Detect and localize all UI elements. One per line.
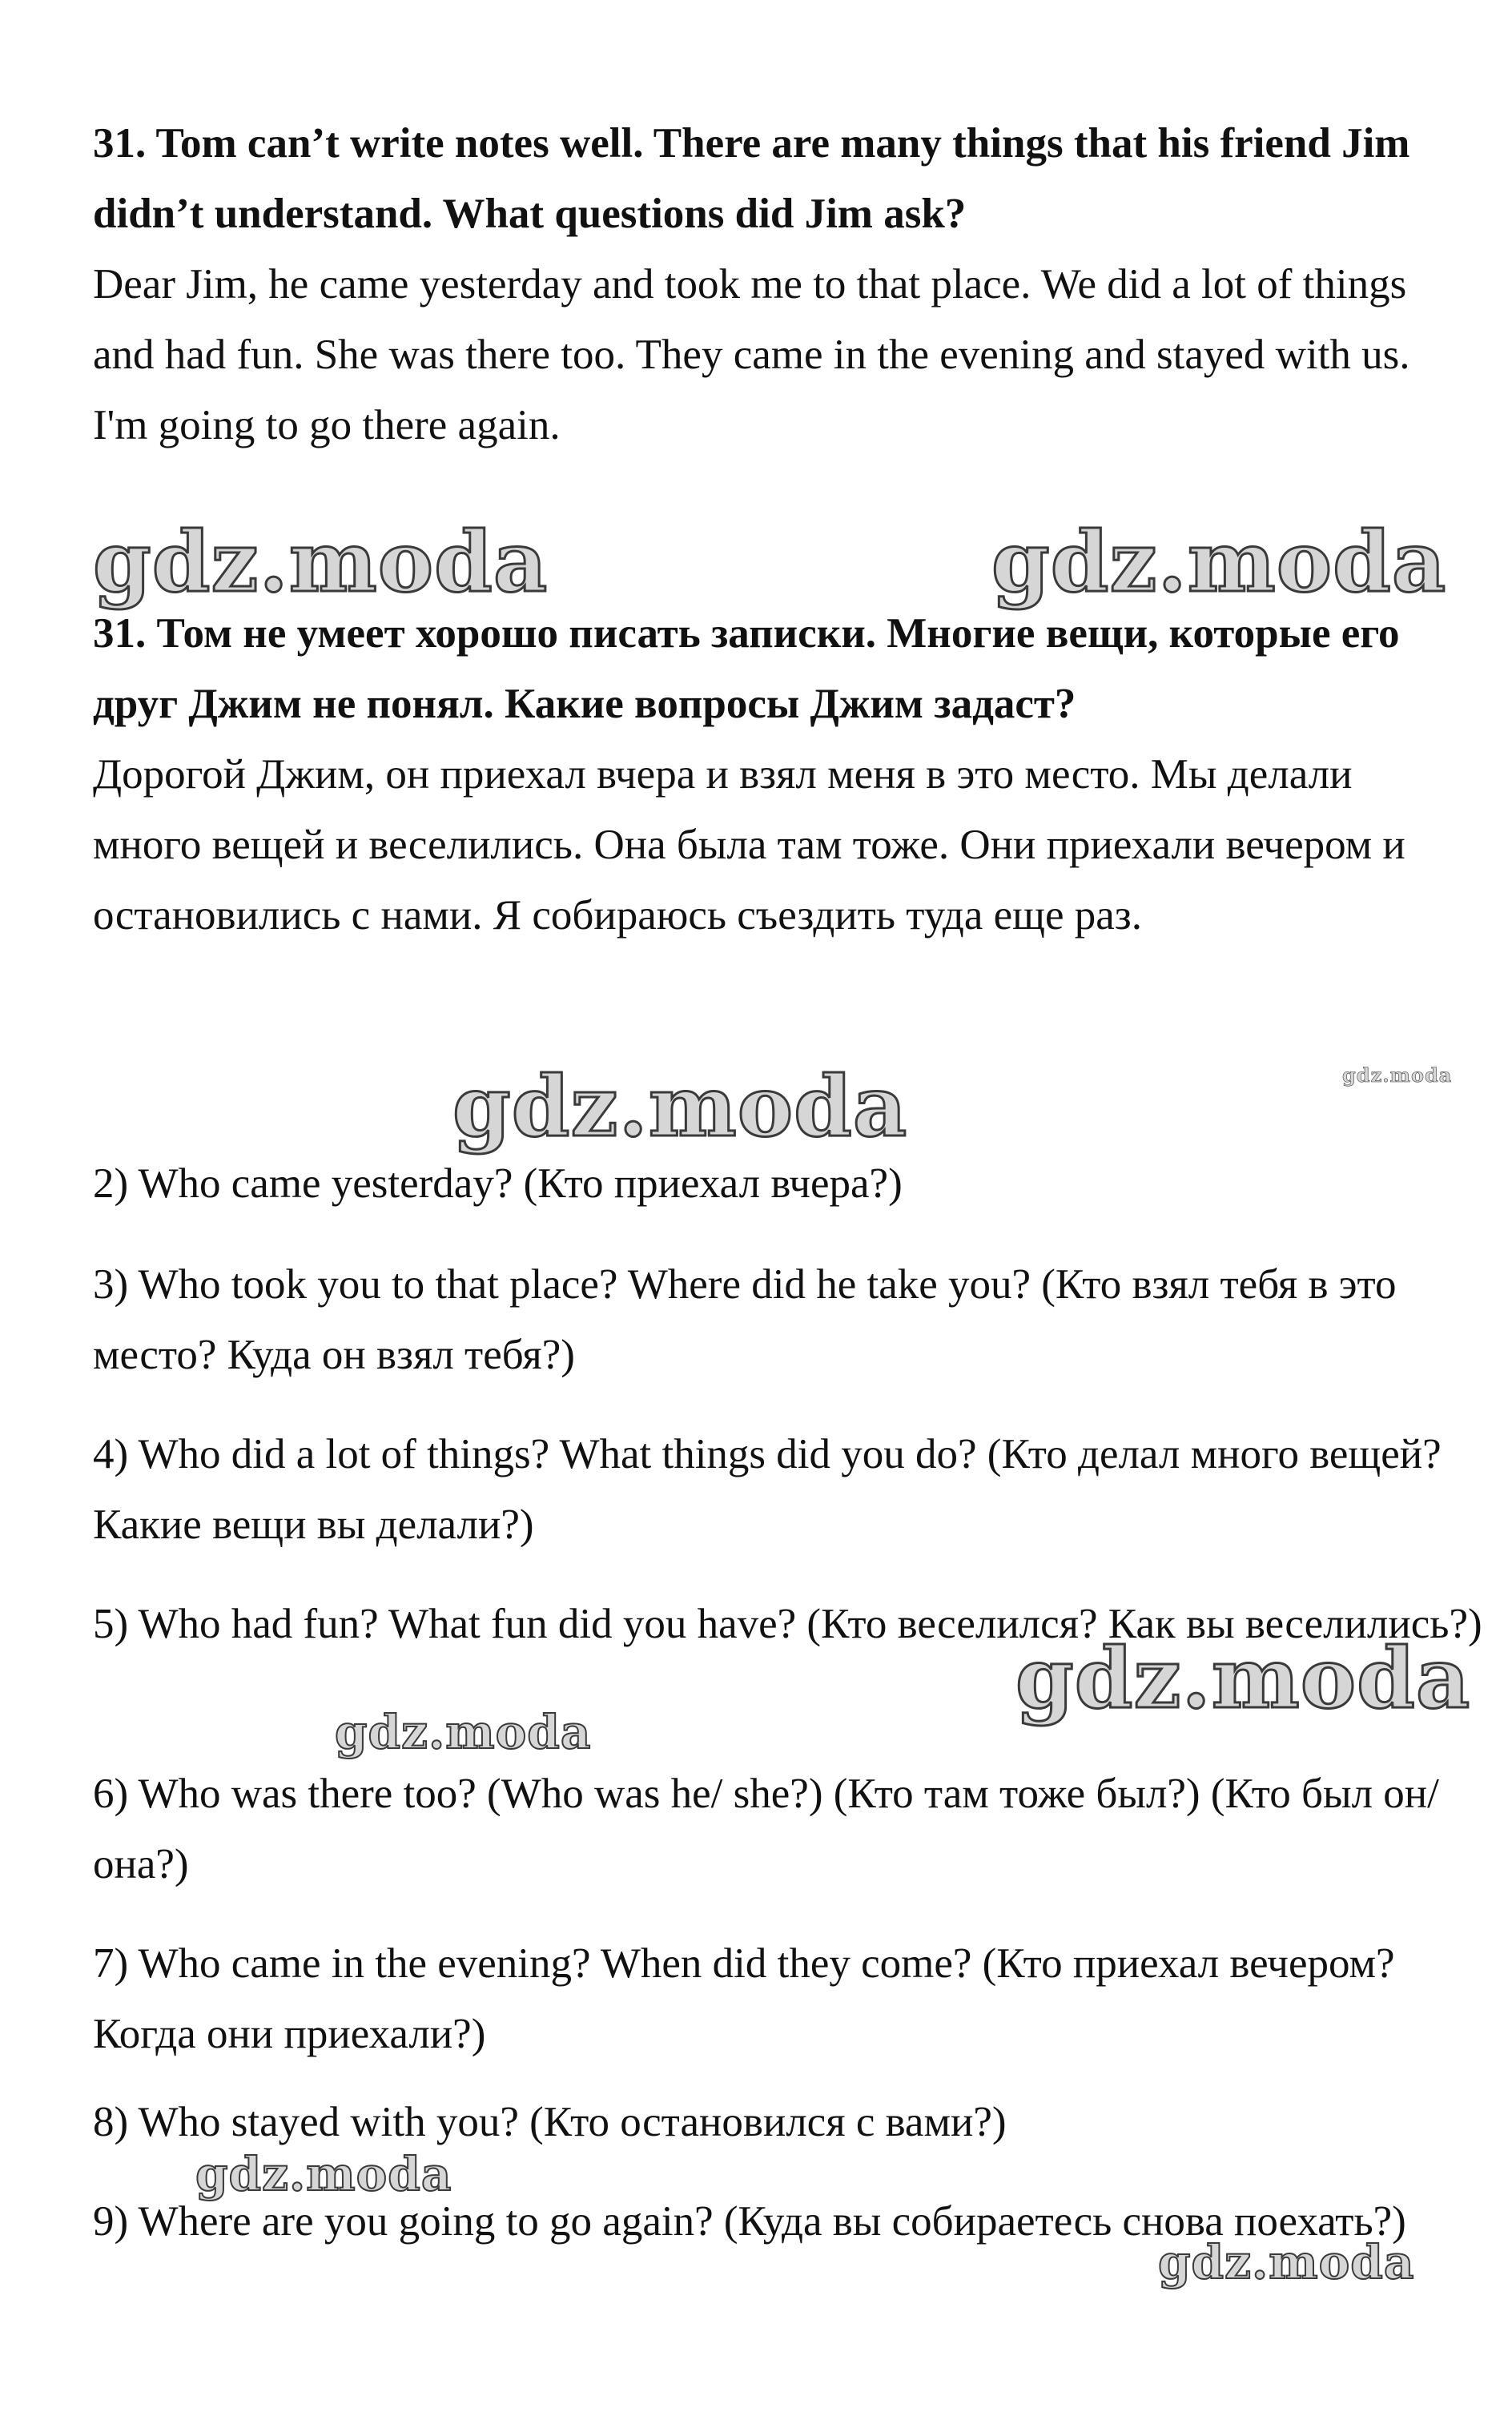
answer-item: 3) Who took you to that place? Where did he take you? (Кто взял тебя в это место? Куда он взял тебя?)	[93, 1261, 1397, 1378]
watermark: gdz.moda	[991, 513, 1447, 611]
answer-item: 9) Where are you going to go again? (Куда вы собираетесь снова поехать?)	[93, 2198, 1406, 2245]
answer-item: 4) Who did a lot of things? What things did you do? (Кто делал много вещей? Какие вещи вы делали?)	[93, 1431, 1442, 1548]
watermark: gdz.moda	[335, 1705, 592, 1759]
answer-item: 2) Who came yesterday? (Кто приехал вчера?)	[93, 1160, 903, 1207]
english-task-note: Dear Jim, he came yesterday and took me to that place. We did a lot of things and had fun. She was there too. They came in the evening and stayed with us. I'm going to go there again.	[93, 261, 1410, 448]
english-task-title: 31. Tom can’t write notes well. There are many things that his friend Jim didn’t understand. What questions did Jim ask?	[93, 120, 1410, 237]
watermark: gdz.moda	[93, 513, 549, 611]
watermark: gdz.moda	[1158, 2235, 1415, 2289]
russian-task-title: 31. Том не умеет хорошо писать записки. Многие вещи, которые его друг Джим не понял. Какие вопросы Джим задаст?	[93, 610, 1400, 727]
watermark: gdz.moda	[452, 1057, 908, 1156]
answer-item: 7) Who came in the evening? When did they come? (Кто приехал вечером? Когда они приехали?)	[93, 1940, 1395, 2057]
answer-item: 8) Who stayed with you? (Кто остановился с вами?)	[93, 2099, 1007, 2145]
watermark: gdz.moda	[1015, 1629, 1471, 1727]
answer-item: 5) Who had fun? What fun did you have? (Кто веселился? Как вы веселились?)	[93, 1601, 1482, 1647]
watermark: gdz.moda	[195, 2147, 452, 2201]
watermark: gdz.moda	[1342, 1063, 1453, 1087]
answer-item: 6) Who was there too? (Who was he/ she?) (Кто там тоже был?) (Кто был он/она?)	[93, 1771, 1439, 1887]
russian-task-note: Дорогой Джим, он приехал вчера и взял меня в это место. Мы делали много вещей и веселились. Она была там тоже. Они приехали вечером и остановились с нами. Я собираюсь съездить туда еще раз.	[93, 751, 1405, 939]
